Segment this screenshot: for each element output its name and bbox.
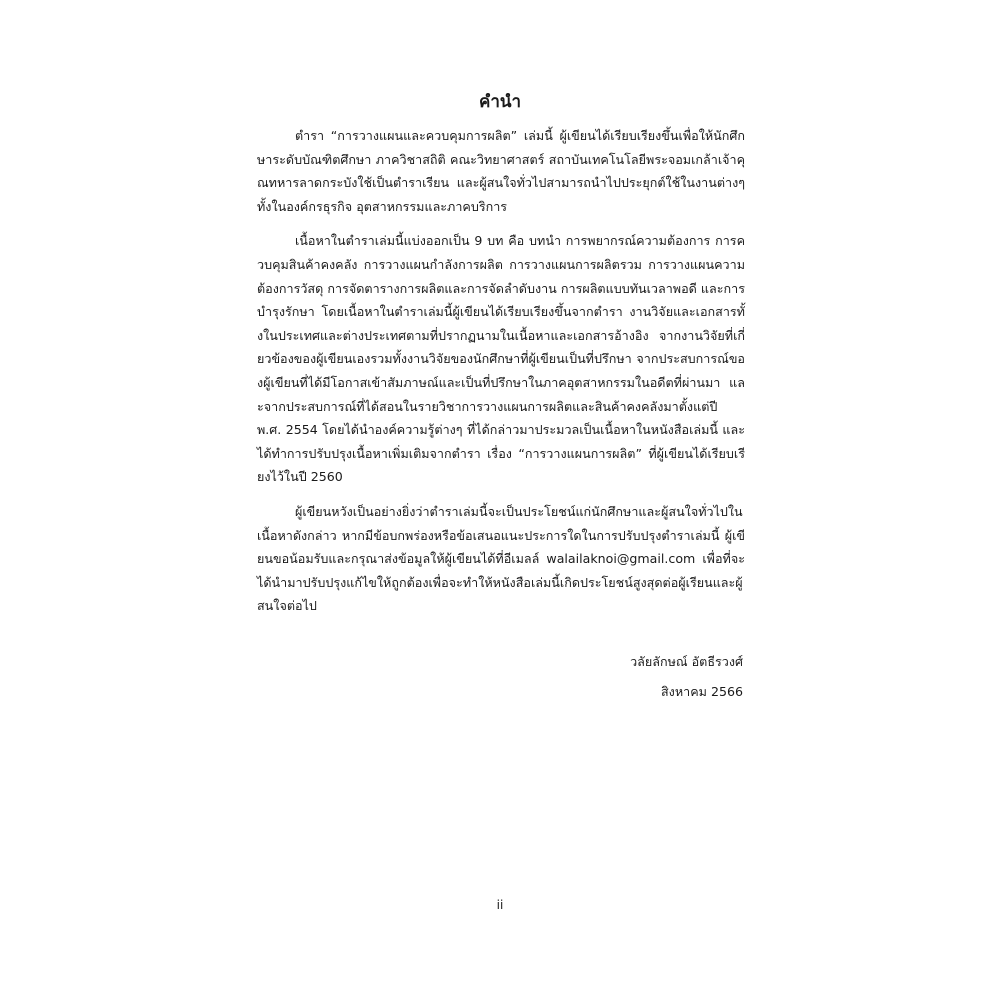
paragraph-2: เนื้อหาในตำราเล่มนี้แบ่งออกเป็น 9 บท คือ บทนำ การพยากรณ์ความต้องการ การควบคุมสินค้าคงคลัง การวางแผนกำลังการผลิต การวางแผนการผลิตรวม การวางแผนความต้องการวัสดุ การจัดตารางการผลิตและการจัดลำดับงาน การผลิตแบบทันเวลาพอดี และการบำรุงรักษา โดยเนื้อหาในตำราเล่มนี้ผู้เขียนได้เรียบเรียงขึ้นจากตำรา งานวิจัยและเอกสารทั้งในประเทศและต่างประเทศตามที่ปรากฏนามในเนื้อหาและเอกสารอ้างอิง จากงานวิจัยที่เกี่ยวข้องของผู้เขียนเองรวมทั้งงานวิจัยของนักศึกษาที่ผู้เขียนเป็นที่ปรึกษา จากประสบการณ์ของผู้เขียนที่ได้มีโอกาสเข้าสัมภาษณ์และเป็นที่ปรึกษาในภาคอุตสาหกรรมในอดีตที่ผ่านมา และจากประสบการณ์ที่ได้สอนในรายวิชาการวางแผนการผลิตและสินค้าคงคลังมาตั้งแต่ปี พ.ศ. 2554 โดยได้นำองค์ความรู้ต่างๆ ที่ได้กล่าวมาประมวลเป็นเนื้อหาในหนังสือเล่มนี้ และได้ทำการปรับปรุงเนื้อหาเพิ่มเติมจากตำรา เรื่อง “การวางแผนการผลิต” ที่ผู้เขียนได้เรียบเรียงไว้ในปี 2560 (257, 233, 745, 485)
page-number: ii (496, 898, 504, 912)
page-title: คำนำ (478, 92, 522, 112)
paragraph-1: ตำรา “การวางแผนและควบคุมการผลิต” เล่มนี้ ผู้เขียนได้เรียบเรียงขึ้นเพื่อให้นักศึกษาระดับบัณฑิตศึกษา ภาควิชาสถิติ คณะวิทยาศาสตร์ สถาบันเทคโนโลยีพระจอมเกล้าเจ้าคุณทหารลาดกระบังใช้เป็นตำราเรียน และผู้สนใจทั่วไปสามารถนำไปประยุกต์ใช้ในงานต่างๆ ทั้งในองค์กรธุรกิจ อุตสาหกรรมและภาคบริการ (257, 128, 745, 214)
signature-block (630, 650, 743, 710)
author-name: วลัยลักษณ์ อัตธีรวงศ์ (630, 654, 743, 669)
signature-date: สิงหาคม 2566 (661, 684, 743, 699)
paragraph-3: ผู้เขียนหวังเป็นอย่างยิ่งว่าตำราเล่มนี้จะเป็นประโยชน์แก่นักศึกษาและผู้สนใจทั่วไปในเนื้อหาดังกล่าว หากมีข้อบกพร่องหรือข้อเสนอแนะประการใดในการปรับปรุงตำราเล่มนี้ ผู้เขียนขอน้อมรับและกรุณาส่งข้อมูลให้ผู้เขียนได้ที่อีเมลล์ walailaknoi@gmail.com เพื่อที่จะได้นำมาปรับปรุงแก้ไขให้ถูกต้องเพื่อจะทำให้หนังสือเล่มนี้เกิดประโยชน์สูงสุดต่อผู้เรียนและผู้สนใจต่อไป (257, 503, 745, 614)
preface-body (257, 124, 745, 629)
